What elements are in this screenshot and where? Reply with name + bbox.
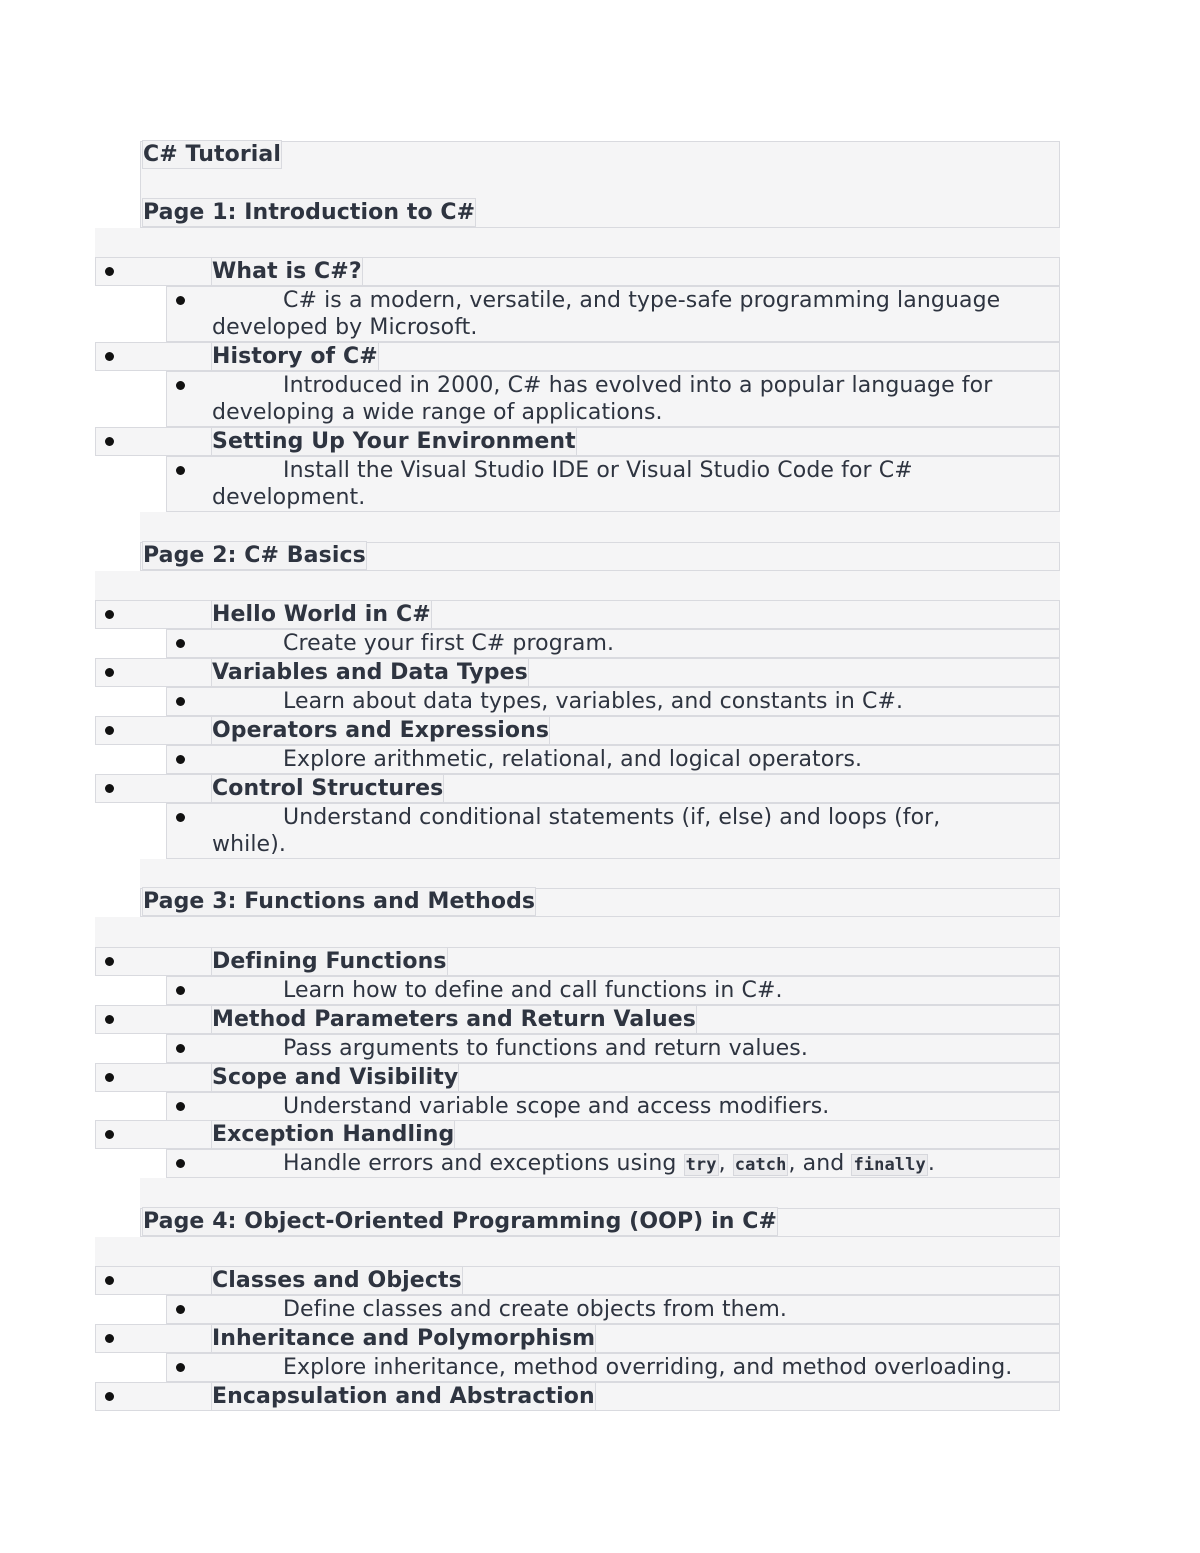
topic-title: Operators and Expressions: [212, 718, 550, 743]
spacer: [95, 571, 1060, 600]
page-2-heading: Page 2: C# Basics: [143, 543, 366, 568]
description-line: Introduced in 2000, C# has evolved into a popular language for: [283, 373, 993, 398]
topic-title: What is C#?: [212, 259, 362, 284]
bullet-icon: [176, 296, 185, 305]
bullet-icon: [176, 1102, 185, 1111]
topic-title: Variables and Data Types: [212, 660, 528, 685]
description-line: Create your first C# program.: [283, 631, 615, 656]
description-line: C# is a modern, versatile, and type-safe programming language: [283, 288, 1001, 313]
topic-title: Inheritance and Polymorphism: [212, 1326, 596, 1351]
page-4-heading: Page 4: Object-Oriented Programming (OOP) in C#: [143, 1209, 778, 1234]
bullet-icon: [105, 1015, 114, 1024]
description-line: Explore arithmetic, relational, and logical operators.: [283, 747, 863, 772]
bullet-icon: [176, 1044, 185, 1053]
bullet-icon: [176, 381, 185, 390]
description-line: developed by Microsoft.: [212, 315, 478, 340]
bullet-icon: [105, 1392, 114, 1401]
bullet-icon: [105, 1073, 114, 1082]
page-1-heading: Page 1: Introduction to C#: [143, 200, 476, 225]
topic-title: History of C#: [212, 344, 378, 369]
topic-title: Setting Up Your Environment: [212, 429, 576, 454]
bullet-icon: [105, 957, 114, 966]
topic-title: Defining Functions: [212, 949, 447, 974]
code-keyword-catch: catch: [734, 1155, 787, 1175]
page-3-heading: Page 3: Functions and Methods: [143, 889, 536, 914]
description-line: development.: [212, 485, 366, 510]
separator: ,: [718, 1151, 733, 1176]
bullet-icon: [176, 813, 185, 822]
spacer: [140, 859, 1060, 888]
description-line: Learn about data types, variables, and constants in C#.: [283, 689, 904, 714]
topic-title: Encapsulation and Abstraction: [212, 1384, 595, 1409]
topic-title: Exception Handling: [212, 1122, 455, 1147]
code-keyword-finally: finally: [853, 1155, 926, 1175]
bullet-icon: [105, 352, 114, 361]
description-text: Handle errors and exceptions using: [283, 1151, 684, 1176]
spacer: [95, 1237, 1060, 1266]
spacer: [95, 917, 1060, 947]
separator: , and: [788, 1151, 852, 1176]
bullet-icon: [105, 1334, 114, 1343]
spacer: [140, 1178, 1060, 1208]
description-line: Learn how to define and call functions in C#.: [283, 978, 783, 1003]
topic-title: Control Structures: [212, 776, 444, 801]
topic-title: Method Parameters and Return Values: [212, 1007, 696, 1032]
bullet-icon: [105, 668, 114, 677]
bullet-icon: [105, 437, 114, 446]
spacer: [95, 228, 1060, 257]
document-title: C# Tutorial: [143, 142, 281, 167]
bullet-icon: [105, 784, 114, 793]
description-line: Understand conditional statements (if, else) and loops (for,: [283, 805, 941, 830]
bullet-icon: [105, 726, 114, 735]
topic-title: Classes and Objects: [212, 1268, 462, 1293]
bullet-icon: [176, 466, 185, 475]
bullet-icon: [105, 1276, 114, 1285]
description-line: Pass arguments to functions and return values.: [283, 1036, 808, 1061]
description-line: while).: [212, 832, 286, 857]
topic-title: Hello World in C#: [212, 602, 431, 627]
spacer: [140, 512, 1060, 542]
exception-handling-description: [283, 1150, 935, 1179]
bullet-icon: [105, 610, 114, 619]
bullet-icon: [105, 267, 114, 276]
description-text: .: [927, 1151, 935, 1176]
bullet-icon: [105, 1130, 114, 1139]
description-line: Explore inheritance, method overriding, and method overloading.: [283, 1355, 1013, 1380]
bullet-icon: [176, 755, 185, 764]
bullet-icon: [176, 1159, 185, 1168]
description-line: Define classes and create objects from them.: [283, 1297, 787, 1322]
bullet-icon: [176, 1305, 185, 1314]
description-line: Understand variable scope and access modifiers.: [283, 1094, 830, 1119]
topic-title: Scope and Visibility: [212, 1065, 459, 1090]
description-line: developing a wide range of applications.: [212, 400, 663, 425]
bullet-icon: [176, 697, 185, 706]
bullet-icon: [176, 986, 185, 995]
description-line: Install the Visual Studio IDE or Visual Studio Code for C#: [283, 458, 913, 483]
code-keyword-try: try: [685, 1155, 717, 1175]
bullet-icon: [176, 1363, 185, 1372]
bullet-icon: [176, 639, 185, 648]
